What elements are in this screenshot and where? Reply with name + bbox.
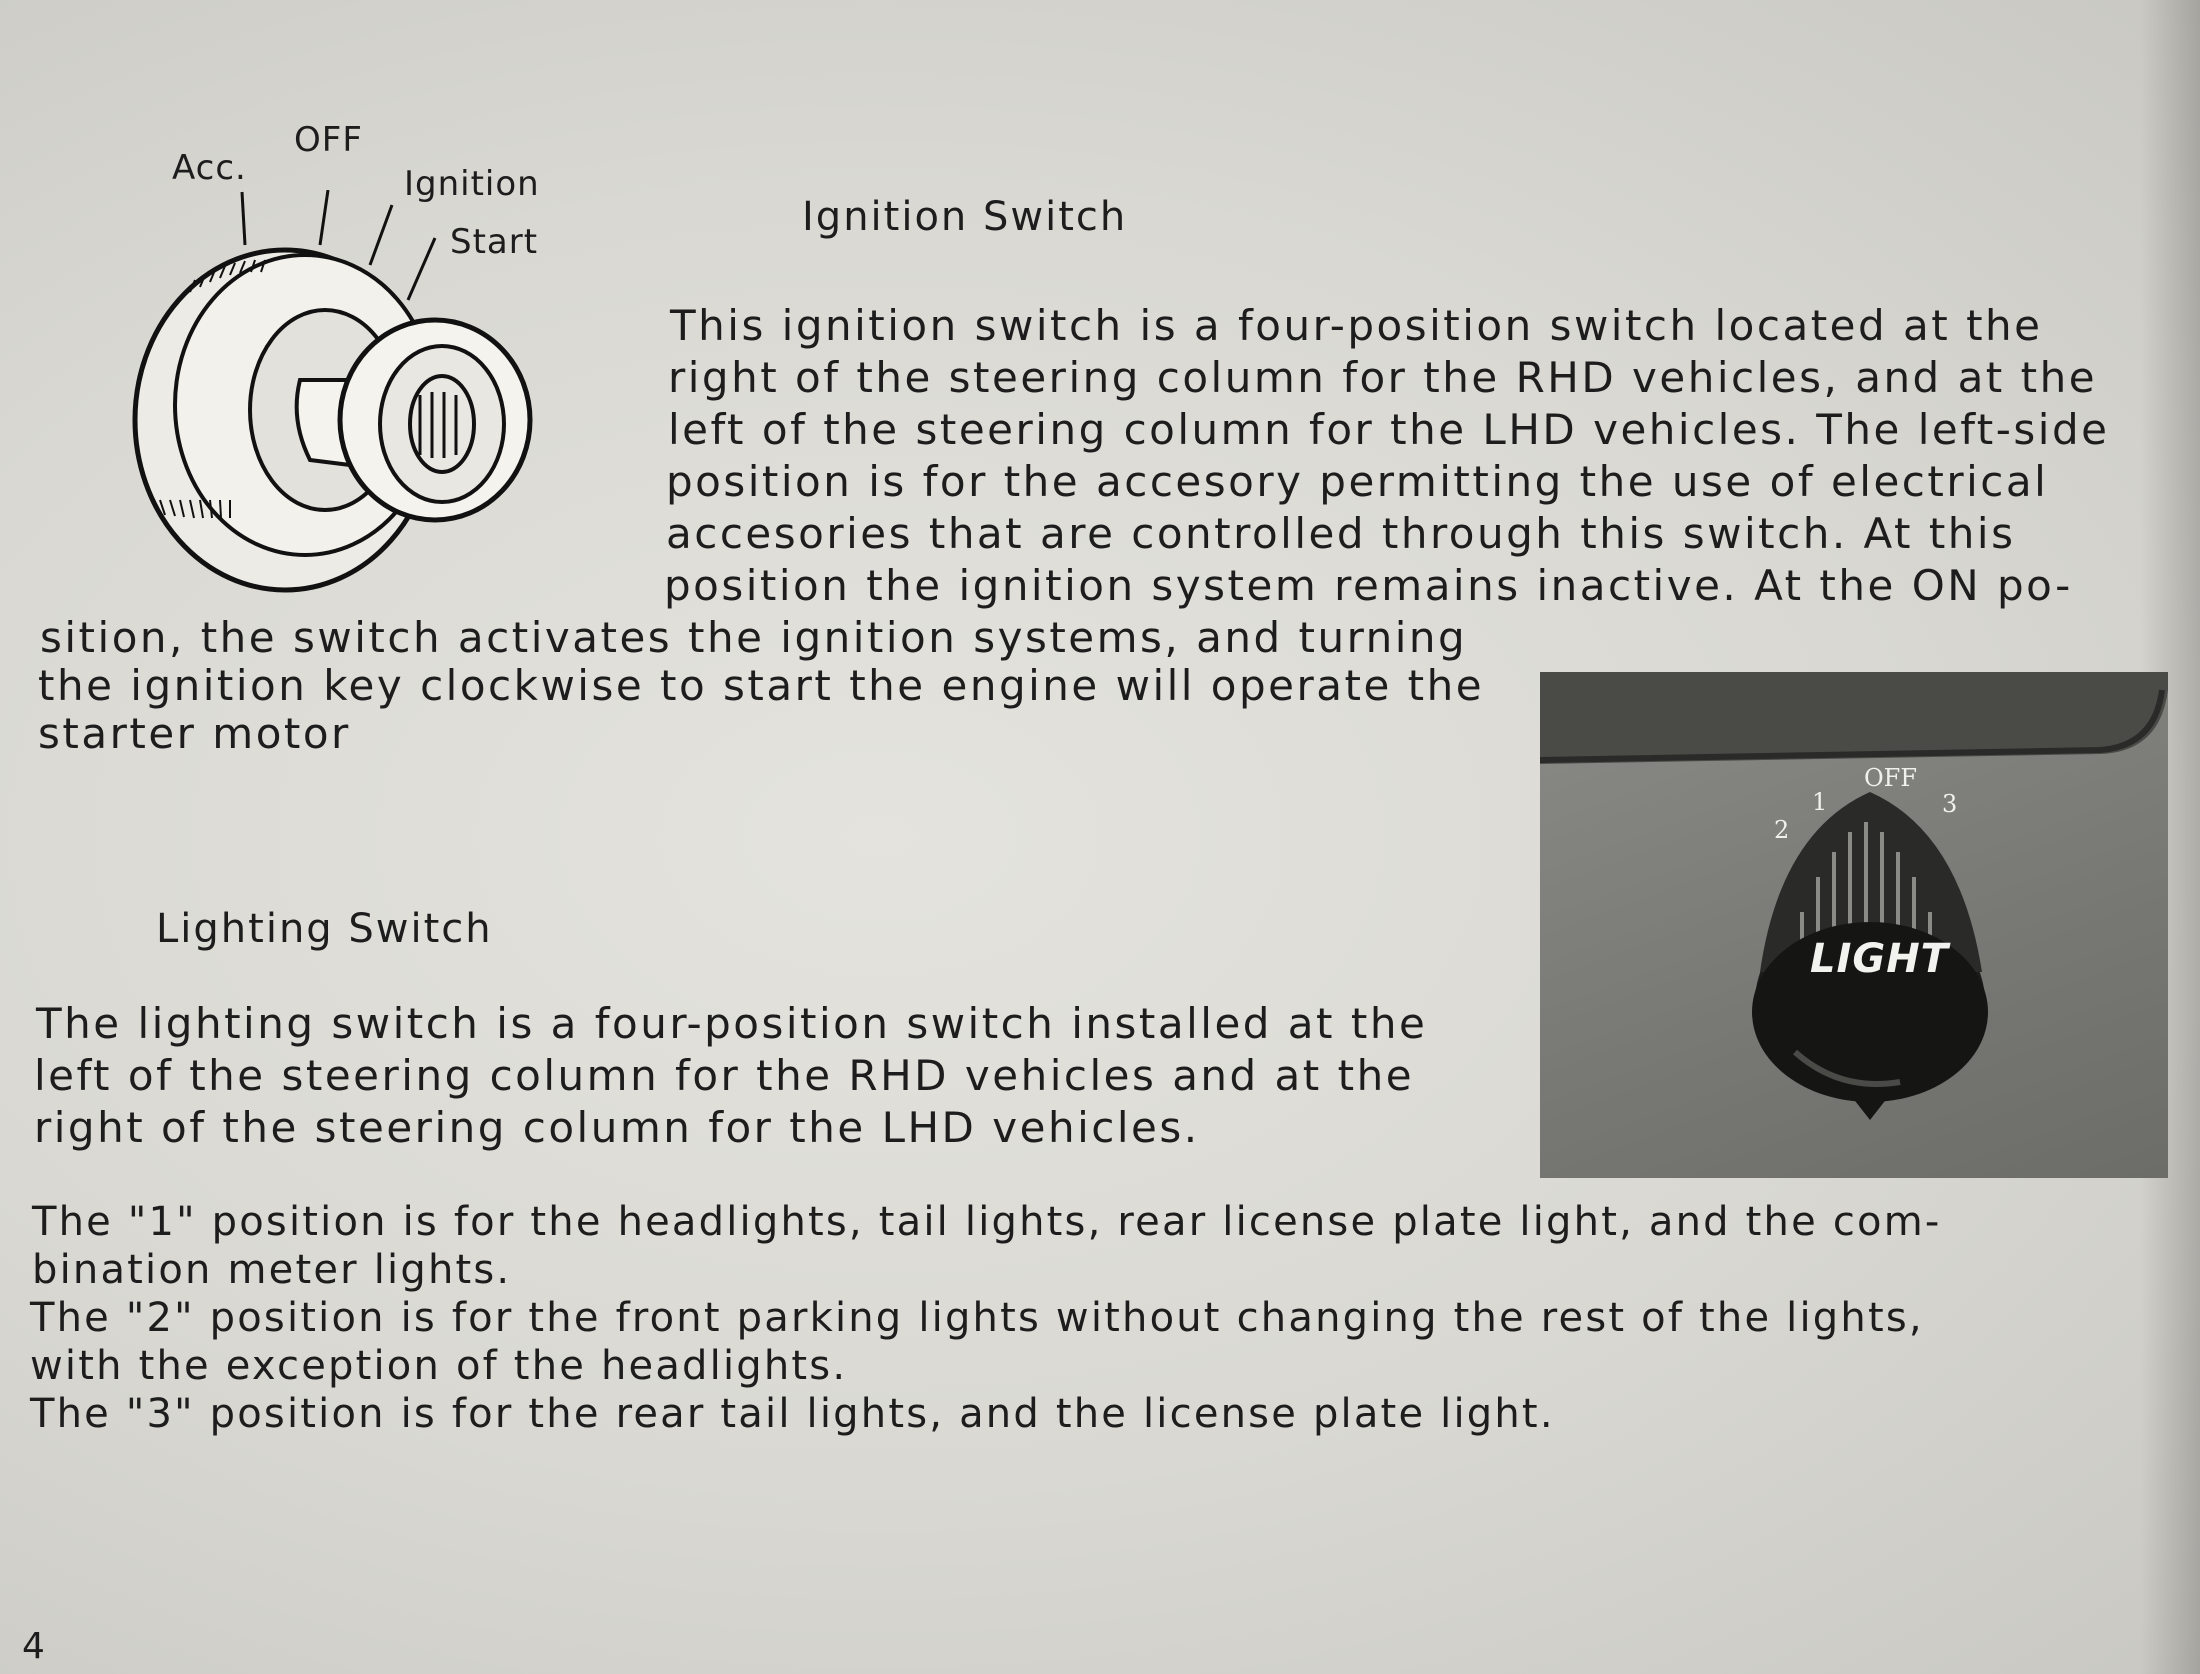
ignition-line: right of the steering column for the RHD vehicles, and at the xyxy=(668,353,2098,402)
ignition-line: the ignition key clockwise to start the engine will operate the xyxy=(38,661,1485,710)
ignition-label-off: OFF xyxy=(294,120,363,160)
position-line: The "2" position is for the front parking lights without changing the rest of the lights, xyxy=(30,1295,1924,1341)
position-line: bination meter lights. xyxy=(32,1247,512,1293)
ignition-label-pointers xyxy=(230,190,450,310)
lighting-line: The lighting switch is a four-position switch installed at the xyxy=(36,999,1428,1048)
light-switch-photo xyxy=(1540,672,2168,1178)
ignition-heading: Ignition Switch xyxy=(802,194,1128,240)
lighting-heading: Lighting Switch xyxy=(156,906,493,952)
position-line: The "3" position is for the rear tail lights, and the license plate light. xyxy=(30,1391,1555,1437)
lighting-line: right of the steering column for the LHD vehicles. xyxy=(34,1103,1200,1152)
ignition-line: left of the steering column for the LHD vehicles. The left-side xyxy=(668,405,2110,454)
ignition-line: accesories that are controlled through this switch. At this xyxy=(666,509,2016,558)
lighting-line: left of the steering column for the RHD vehicles and at the xyxy=(34,1051,1415,1100)
light-knob-label: LIGHT xyxy=(1810,936,1949,982)
ignition-line: sition, the switch activates the ignition systems, and turning xyxy=(40,613,1468,662)
ignition-label-ignition: Ignition xyxy=(404,164,540,204)
light-knob-off: OFF xyxy=(1864,764,1917,792)
light-knob-pos3: 3 xyxy=(1942,790,1958,818)
light-knob-pos1: 1 xyxy=(1812,788,1828,816)
page-number: 4 xyxy=(22,1626,45,1667)
ignition-line: position is for the accesory permitting the use of electrical xyxy=(666,457,2049,506)
ignition-label-start: Start xyxy=(450,222,539,262)
ignition-line: position the ignition system remains inactive. At the ON po- xyxy=(664,561,2073,610)
ignition-line: starter motor xyxy=(38,709,351,758)
light-knob-illustration xyxy=(1540,672,2168,1178)
ignition-line: This ignition switch is a four-position switch located at the xyxy=(670,301,2043,350)
ignition-label-acc: Acc. xyxy=(172,148,247,188)
light-knob-pos2: 2 xyxy=(1774,816,1790,844)
position-line: The "1" position is for the headlights, tail lights, rear license plate light, and the com- xyxy=(32,1199,1942,1245)
position-line: with the exception of the headlights. xyxy=(30,1343,848,1389)
